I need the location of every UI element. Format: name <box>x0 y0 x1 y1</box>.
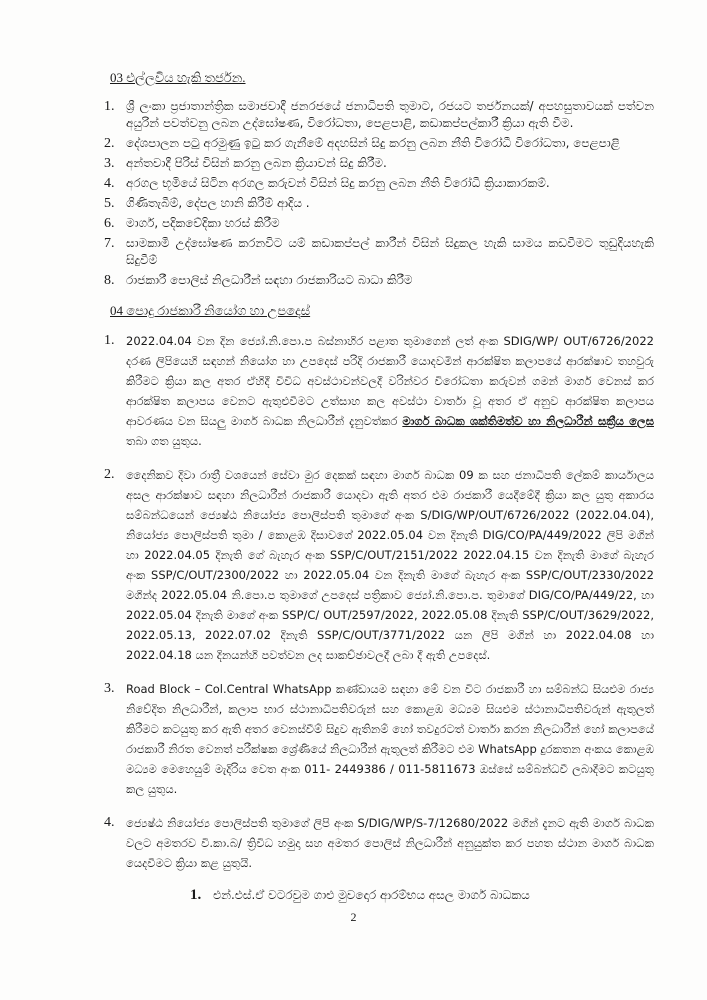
road-block-subitem <box>190 887 654 904</box>
item-number: 2. <box>104 136 115 151</box>
section-4-list <box>104 331 654 873</box>
section-3-list <box>104 98 654 289</box>
item-text: මාර්ග, පදිකවේදිකා හරස් කිරීම <box>126 216 280 230</box>
item-number: 4. <box>104 815 115 830</box>
list-item <box>104 679 654 799</box>
item-text: 2022.04.04 වන දින ජ්‍යෝ.නි.පො.ප බස්නාහිර පළාත තුමාගෙන් ලත් අංක SDIG/WP/ OUT/6726/2022 දරණ ලිපියෙහි සඳහන් නියෝග හා උපදෙස් පරිදි රාජකාරී යොදවමින් ආරක්ෂිත කලාපයේ ආරක්ෂාව තහවුරු කිරීමට ක්‍රියා කල අතර ඒහිදී විවිධ අවස්ථාවන්වලදී වරින්වර විරෝධතා කරුවන් ගමන් මාර්ග වෙනස් කර ආරක්ෂිත කලාපය වෙනට ඇතුළුවීමට උත්සාහ කල අවස්ථා වාර්තා වූ අතර ඒ අනුව ආරක්ෂිත කලාපය ආවරණය වන සියලු මාර්ග බාධක නිලධාරීන් දැනුවත්කර <box>126 334 654 428</box>
list-item <box>104 215 654 232</box>
item-number: 3. <box>104 681 115 696</box>
item-number: 5. <box>104 196 115 211</box>
list-item <box>104 98 654 132</box>
list-item <box>104 813 654 873</box>
page-number: 2 <box>350 910 357 924</box>
section-3-heading: 03 එල්ලවිය හැකි තර්ජන. <box>110 70 246 85</box>
item-text: ගිණිතැබීම්, දේපල හානි කිරීම් ආදිය . <box>126 196 310 210</box>
list-item <box>104 331 654 451</box>
list-item <box>104 135 654 152</box>
item-text: දේශපාලන පටු අරමුණු ඉටු කර ගැනීමේ අදහසින් සිදු කරනු ලබන නීති විරෝධී විරෝධතා, පෙළපාළි <box>126 136 620 150</box>
item-text: ශ්‍රී ලංකා ප්‍රජාතාන්ත්‍රික සමාජවාදී ජනරජයේ ජනාධිපති තුමාට, රජයට තර්ජනයක්/ අපහසුතාවයක් පත්වන අයුරින් පවත්වනු ලබන උද්ඝෝෂණ, විරෝධතා, පෙළපාළි, කඩාකප්පල්කාරී ක්‍රියා ඇති වීම. <box>126 99 654 130</box>
item-text: අරගල භූමියේ සිටින අරගල කරුවන් විසින් සිදු කරනු ලබන නීති විරෝධී ක්‍රියාකාරකම්. <box>126 176 550 190</box>
list-item <box>104 235 654 269</box>
list-item <box>104 465 654 665</box>
item-number: 2. <box>104 467 115 482</box>
item-text: ජ්‍යෙෂ්ඨ නියෝජ්‍ය පොලිස්පති තුමාගේ ලිපි අංක S/DIG/WP/S-7/12680/2022 මගින් දැනට ඇති මාර්ග බාධක වලට අමතරව වි.කා.බ/ ත්‍රිවිධ හමුදා සහ අමතර පොලිස් නිලධාරීන් අනුයුක්ත කර පහත ස්ථාන මාර්ග බාධක යෙදවීමට ක්‍රියා කළ යුතුයි. <box>126 816 654 870</box>
item-number: 8. <box>104 273 115 288</box>
list-item <box>104 155 654 172</box>
subitem-number: 1. <box>190 887 202 903</box>
item-number: 1. <box>104 333 115 348</box>
list-item <box>104 175 654 192</box>
item-text: රාජකාරී පොලිස් නිලධාරීන් සඳහා රාජකාරියට බාධා කිරීම <box>126 273 413 287</box>
list-item <box>104 195 654 212</box>
item-number: 6. <box>104 216 115 231</box>
item-text: සාමකාමී උද්ඝෝෂණ කරනවිට යම් කඩාකප්පල් කාරීන් විසින් සිදුකල හැකි සාමය කඩවීමට තුඩුදියහැකි සිදුවීම් <box>126 236 654 267</box>
item-number: 7. <box>104 236 115 251</box>
section-4-heading: 04 පොදු රාජකාරී නියෝග හා උපදෙස් <box>110 303 311 318</box>
item-number: 3. <box>104 156 115 171</box>
item-number: 1. <box>104 99 115 114</box>
item-text: Road Block – Col.Central WhatsApp කණ්ඩායම සඳහා මේ වන විට රාජකාරී හා සම්බන්ධ සියළුම රාජ්‍ය නිවේදිත නිලධාරීන්, කලාප භාර ස්ථානාධිපතිවරුන් සහ කොළඹ මධ්‍යම සියළුම ස්ථානාධිපතිවරුන් ඇතුලත් කිරීමට කටයුතු කර ඇති අතර වෙනස්වීම් සිදුව ඇතිනම් හෝ තවදුරටත් වාර්තා කරන නිලධාරීන් හෝ කලාපයේ රාජකාරී නිරත වෙනත් පරීක්ෂක ශ්‍රේණියේ නිලධාරීන් ඇතුලත් කිරීමට එම WhatsApp දුරකතන අංකය කොළඹ මධ්‍යම මෙහෙයුම් මැදිරිය වෙත අංක 011- 2449386 / 011-5811673 ඔස්සේ සම්බන්ධවී ලබාදීමට කටයුතු කල යුතුය. <box>126 682 654 796</box>
item-number: 4. <box>104 176 115 191</box>
subitem-text: එන්.එස්.ඒ වටරවුම ගාළු මුවදොර ආරම්භය අසල මාර්ග බාධකය <box>213 888 530 902</box>
item-text: දෛනිකව දිවා රාත්‍රී වශයෙන් සේවා මුර දෙකක් සඳහා මාර්ග බාධක 09 ක සහ ජනාධිපති ලේකම් කාර්යාලය අසල ආරක්ෂාව සඳහා නිලධාරීන් රාජකාරී යොදවා ඇති අතර එම රාජකාරී යෙදීමේදී ක්‍රියා කල යුතු අකාරය සම්බන්ධයෙන් ජ්‍යෙෂ්ඨ නියෝජ්‍ය පොලිස්පති තුමාගේ අංක S/DIG/WP/OUT/6726/2022 (2022.04.04), නියෝජ්‍ය පොලිස්පති තුමා / කොළඹ දිසාවගේ 2022.05.04 වන දිනැති DIG/CO/PA/449/2022 ලිපි මගින් හා 2022.04.05 දිනැති ගේ බැහැර අංක SSP/C/OUT/2151/2022 2022.04.15 වන දිනැති මාගේ බැහැර අංක SSP/C/OUT/2300/2022 හා 2022.05.04 වන දිනැති මාගේ බැහැර අංක SSP/C/OUT/2330/2022 මගින්ද 2022.05.04 නි.පො.ප තුමාගේ උපදෙස් පත්‍රිකාව ජ්‍යෝ.නි.පො.ප. තුමාගේ DIG/CO/PA/449/22, හා 2022.05.04 දිනැති මාගේ අංක SSP/C/ OUT/2597/2022, 2022.05.08 දිනැති SSP/C/OUT/3629/2022, 2022.05.13, 2022.07.02 දිනැති SSP/C/OUT/3771/2022 යන ලිපි මගින් හා 2022.04.08 හා 2022.04.18 යන දිනයන්හි පවත්වන ලද සාකච්ඡාවලදී ලබා දී ඇති උපදෙස්. <box>126 468 654 662</box>
emphasized-text: මාර්ග බාධක ශක්තිමත්ව හා නිලධාරීන් සක්‍රීය ලෙස <box>402 414 654 428</box>
item-text: අන්තවාදී පිරිස් විසින් කරනු ලබන ක්‍රියාවන් සිදු කිරීම. <box>126 156 387 170</box>
item-text-end: තබා ගත යුතුය. <box>126 434 202 448</box>
list-item <box>104 272 654 289</box>
